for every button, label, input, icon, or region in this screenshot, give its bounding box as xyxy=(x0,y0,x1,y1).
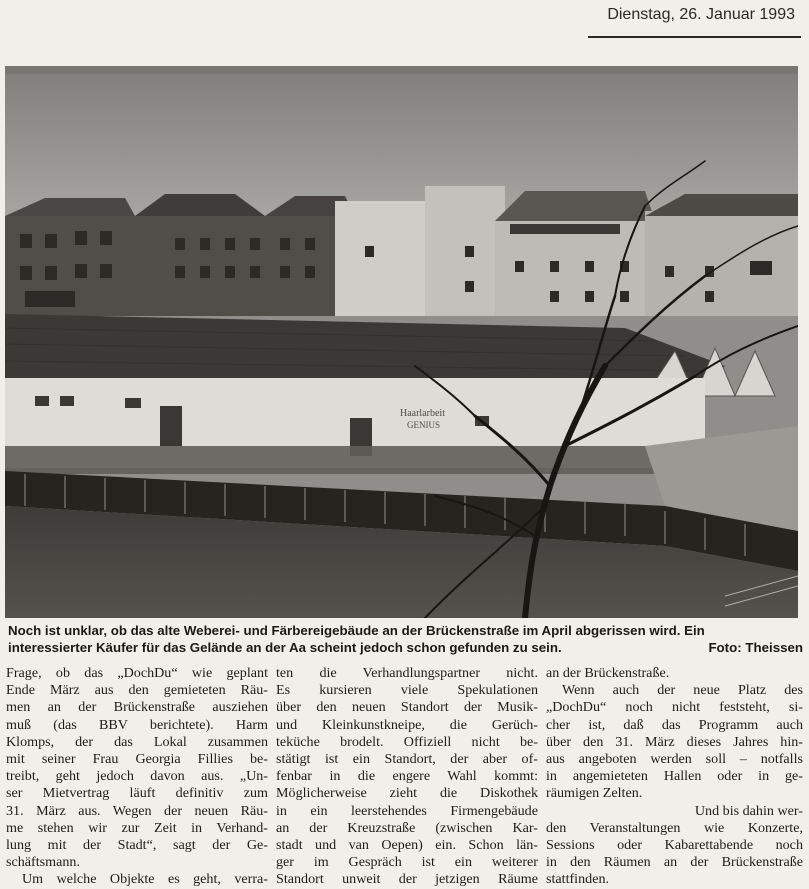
text-line: Möglicherweise zieht die Diskothek xyxy=(276,785,538,802)
article-body xyxy=(6,665,803,888)
text-line: räumigen Zelten. xyxy=(546,785,643,802)
text-line: über den 31. März dieses Jahres hin- xyxy=(546,733,803,750)
photo-credit: Foto: Theissen xyxy=(708,640,803,655)
text-line: an der Kreuzstraße (zwischen Kar- xyxy=(276,819,538,836)
photo-caption xyxy=(8,622,803,656)
text-line: Und bis dahin wer- xyxy=(694,802,803,819)
text-line: me stehen wir zur Zeit in Verhand- xyxy=(6,819,268,836)
factory-sign-line1: Haarlarbeit xyxy=(400,408,445,419)
text-line: stätigt ist ein Standort, der aber of- xyxy=(276,751,538,768)
issue-date: Dienstag, 26. Januar 1993 xyxy=(607,6,795,23)
sky xyxy=(5,66,798,216)
text-line: Frage, ob das „DochDu“ wie geplant xyxy=(6,665,268,681)
text-line: muß (das BBV berichtete). Harm xyxy=(6,716,268,733)
text-line: in den Räumen an der Brückenstraße xyxy=(546,854,803,871)
text-line: Klomps, der das Lokal zusammen xyxy=(6,733,268,750)
text-line: Wenn auch der neue Platz des xyxy=(562,682,803,699)
text-line: treibt, geht jedoch davon aus. „Un- xyxy=(6,768,268,785)
text-line: „DochDu“ noch nicht feststeht, si- xyxy=(546,699,803,716)
text-line: aus angeboten werden soll – notfalls xyxy=(546,751,803,768)
text-line: ger im Gespräch ist ein weiterer xyxy=(276,854,538,871)
text-line: in ein leerstehendes Firmengebäude xyxy=(276,802,538,819)
text-line: ten die Verhandlungspartner nicht. xyxy=(276,665,538,681)
text-line: fenbar in die engere Wahl kommt: xyxy=(276,768,538,785)
text-line: an der Brückenstraße. xyxy=(546,665,670,681)
article-column-1 xyxy=(6,665,268,888)
text-line: 31. März aus. Wegen der neuen Räu- xyxy=(6,802,268,819)
caption-line-1: Noch ist unklar, ob das alte Weberei- und Färbereigebäude an der Brückenstraße im April abgerissen wird. Ein xyxy=(8,623,705,638)
text-line: stattfinden. xyxy=(546,871,610,888)
text-line: Ende März aus den gemieteten Räu- xyxy=(6,682,268,699)
text-line: teküche brodelt. Offiziell nicht be- xyxy=(276,733,538,750)
article-column-2 xyxy=(276,665,538,888)
text-line: schäftsmann. xyxy=(6,854,80,871)
text-line: Sessions oder Kabarettabende noch xyxy=(546,837,803,854)
text-line: und Kleinkunstkneipe, die Gerüch- xyxy=(276,716,538,733)
date-rule xyxy=(588,36,801,38)
text-line: in angemieteten Hallen oder in ge- xyxy=(546,768,803,785)
text-line: ser Mietvertrag läuft definitiv zum xyxy=(6,785,268,802)
text-line: den Veranstaltungen wie Konzerte, xyxy=(546,819,803,836)
text-line: cher ist, daß das Programm auch xyxy=(546,716,803,733)
text-line: lung mit der Stadt“, sagt der Ge- xyxy=(6,837,268,854)
news-photo xyxy=(5,66,798,618)
text-line: Standort unweit der jetzigen Räume xyxy=(276,871,538,888)
text-line: men an der Brückenstraße ausziehen xyxy=(6,699,268,716)
caption-line-2: interessierter Käufer für das Gelände an der Aa scheint jedoch schon gefunden zu sein. xyxy=(8,640,562,655)
text-line: stadt und van Oepen) ein. Schon län- xyxy=(276,837,538,854)
text-line: Es kursieren viele Spekulationen xyxy=(276,682,538,699)
text-line: Um welche Objekte es geht, verra- xyxy=(22,871,268,888)
text-line: über den neuen Standort der Musik- xyxy=(276,699,538,716)
factory-sign-line2: GENIUS xyxy=(407,420,440,430)
article-column-3 xyxy=(546,665,803,888)
text-line: mit seiner Frau Georgia Fillies be- xyxy=(6,751,268,768)
